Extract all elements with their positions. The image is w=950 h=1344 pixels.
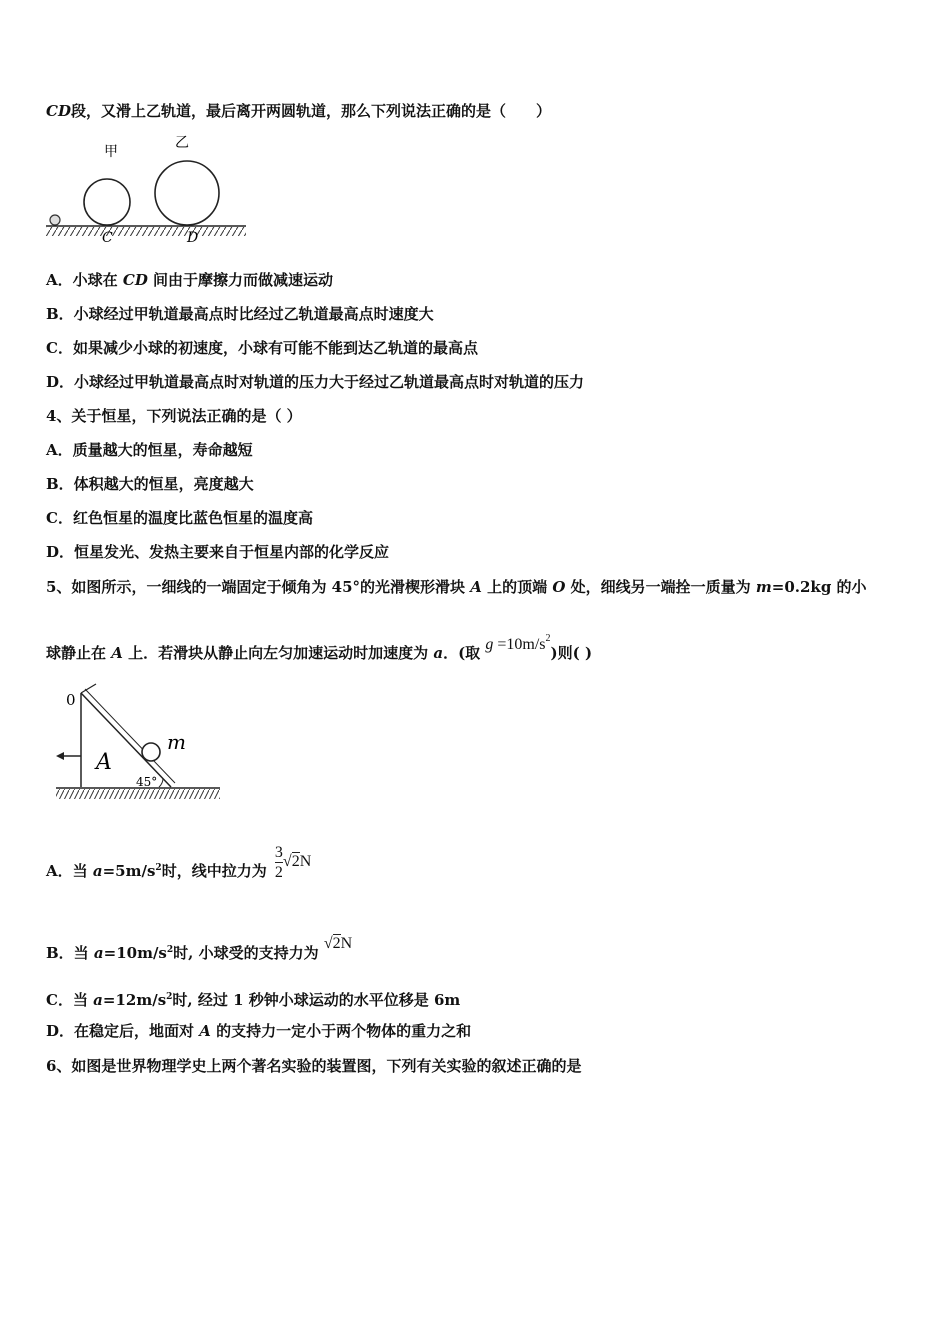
wedge-label-o: 0 <box>66 691 76 709</box>
loop-jia <box>84 179 130 225</box>
string-top <box>81 684 96 693</box>
q5-option-a: A．当 $a=5m/s^2$时，线中拉力为 $\frac{3}{2}$ √2N <box>46 843 312 881</box>
q3-option-d: D．小球经过甲轨道最高点时对轨道的压力大于经过乙轨道最高点时对轨道的压力 <box>46 373 585 391</box>
wedge-slope <box>81 693 171 787</box>
q4-option-a: A．质量越大的恒星，寿命越短 <box>46 441 253 459</box>
q5-stem-line2: 球静止在 A 上．若滑块从静止向左匀加速运动时加速度为 a．(取 $g =10m/s^2$)则( ) <box>46 633 593 662</box>
sqrt-two-newton-b: √2N <box>323 935 353 952</box>
track-label-d: D <box>187 230 199 246</box>
wedge-label-angle: 45° <box>136 775 158 789</box>
q4-option-c: C．红色恒星的温度比蓝色恒星的温度高 <box>46 509 313 527</box>
q3-option-b: B．小球经过甲轨道最高点时比经过乙轨道最高点时速度大 <box>46 305 434 323</box>
ground-hatch <box>46 227 246 236</box>
q5-option-b: B．当 $a=10m/s^2$时, 小球受的支持力为 √2N <box>46 935 353 962</box>
q4-stem: 4、关于恒星，下列说法正确的是（ ） <box>46 407 302 425</box>
q3-option-a: A．小球在 CD 间由于摩擦力而做减速运动 <box>46 271 334 289</box>
q4-option-b: B．体积越大的恒星，亮度越大 <box>46 475 254 493</box>
track-label-c: C <box>102 230 113 246</box>
q3-stem-cd: CD <box>46 102 71 120</box>
q4-option-d: D．恒星发光、发热主要来自于恒星内部的化学反应 <box>46 543 390 561</box>
wedge-label-m: m <box>167 730 186 754</box>
angle-arc <box>159 778 163 787</box>
loop-yi <box>155 161 219 225</box>
ground-hatch-2 <box>56 789 220 799</box>
q6-stem: 6、如图是世界物理学史上两个著名实验的装置图，下列有关实验的叙述正确的是 <box>46 1057 582 1075</box>
arrow-left-icon <box>56 752 64 760</box>
track-figure <box>44 130 254 248</box>
q5-option-c: C．当 $a=12m/s^2$时, 经过 1 秒钟小球运动的水平位移是 6m <box>46 991 461 1009</box>
q5-option-d: D．在稳定后，地面对 A 的支持力一定小于两个物体的重力之和 <box>46 1022 472 1040</box>
fraction-three-halves: $\frac{3}{2}$ <box>274 843 283 881</box>
wedge-label-A: A <box>96 750 112 775</box>
track-label-yi: 乙 <box>175 135 189 151</box>
track-label-jia: 甲 <box>104 144 118 160</box>
q3-stem-text: 段，又滑上乙轨道，最后离开两圆轨道，那么下列说法正确的是（ ） <box>70 102 551 120</box>
q3-stem <box>46 101 551 121</box>
small-ball <box>50 215 60 225</box>
ball-m <box>142 743 160 761</box>
sqrt-two-newton-a: √2N <box>282 853 312 870</box>
wedge-figure <box>44 680 226 808</box>
q3-option-c: C．如果减少小球的初速度，小球有可能不能到达乙轨道的最高点 <box>46 339 478 357</box>
q5-stem-line1: 5、如图所示，一细线的一端固定于倾角为 45°的光滑楔形滑块 A 上的顶端 O 处，细线另一端拴一质量为 m=0.2kg 的小 <box>46 578 867 596</box>
g-formula: $g =10m/s^2$ <box>485 633 551 653</box>
